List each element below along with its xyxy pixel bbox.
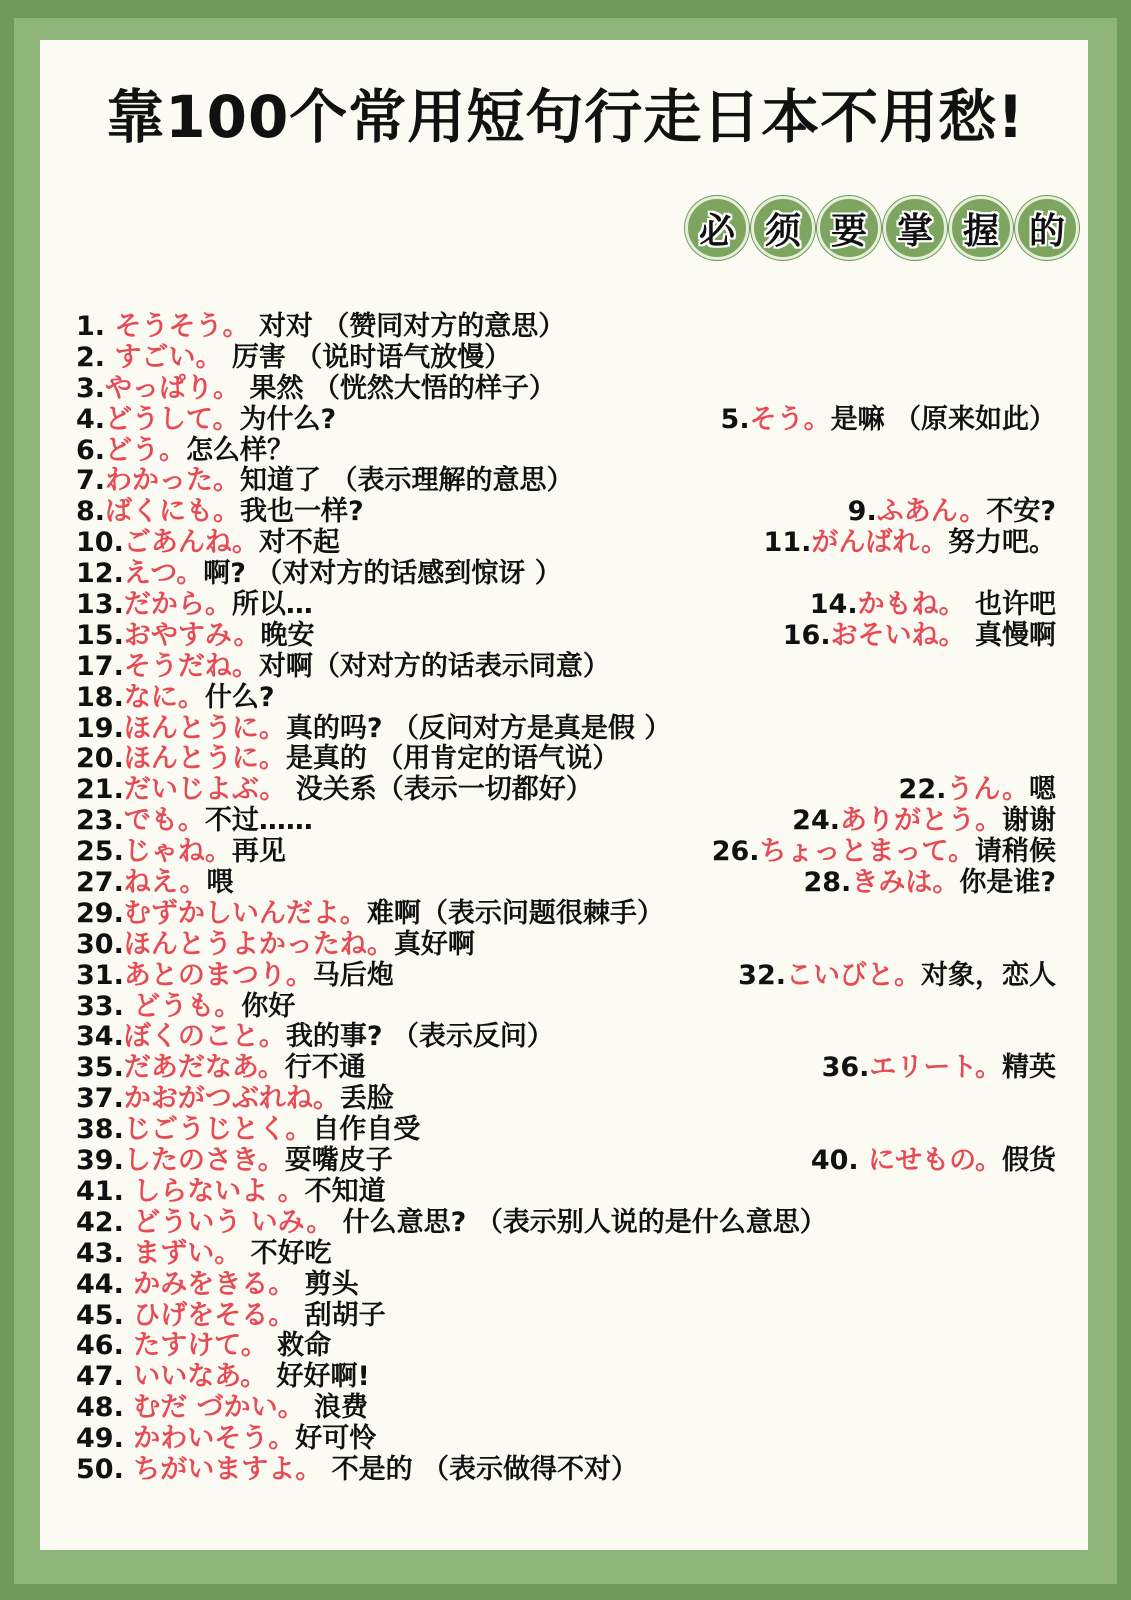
japanese-phrase: じごうじとく。	[123, 1114, 313, 1146]
phrase-number: 45.	[76, 1299, 134, 1331]
phrase-number: 24.	[792, 805, 840, 837]
chinese-meaning: 所以…	[231, 589, 313, 621]
phrase-entry	[76, 992, 295, 1023]
phrase-row	[76, 1301, 1056, 1332]
japanese-phrase: ふあん。	[876, 496, 987, 528]
page-title: 靠100个常用短句行走日本不用愁!	[106, 83, 1025, 151]
phrase-number: 39.	[76, 1145, 124, 1177]
chinese-meaning: 什么意思? （表示别人说的是什么意思）	[333, 1206, 827, 1238]
phrase-number: 12.	[76, 558, 124, 590]
phrase-number: 27.	[76, 867, 124, 899]
phrase-row	[76, 744, 1056, 775]
phrase-row	[76, 930, 1056, 961]
chinese-meaning: 真的吗? （反问对方是真是假 ）	[285, 712, 672, 744]
chinese-meaning: 为什么?	[239, 403, 337, 435]
chinese-meaning: 真好啊	[393, 928, 475, 960]
phrase-row	[76, 497, 1056, 528]
phrase-entry	[76, 899, 664, 930]
phrase-row	[76, 775, 1056, 806]
phrase-number: 29.	[76, 897, 124, 929]
phrase-number: 38.	[76, 1114, 124, 1146]
chinese-meaning: 啊? （对对方的话感到惊讶 ）	[203, 558, 562, 590]
phrase-entry	[721, 405, 1056, 436]
phrase-number: 21.	[76, 774, 124, 806]
chinese-meaning: 请稍候	[975, 836, 1056, 868]
phrase-number: 42.	[76, 1206, 134, 1238]
japanese-phrase: わかった。	[105, 465, 241, 497]
phrase-number: 9.	[847, 496, 877, 528]
japanese-phrase: にせもの。	[868, 1145, 1002, 1177]
phrase-entry	[76, 1177, 386, 1208]
phrase-row	[76, 652, 1056, 683]
phrase-entry	[76, 1331, 331, 1362]
chinese-meaning: 再见	[231, 836, 286, 868]
japanese-phrase: どうして。	[105, 403, 240, 435]
badge-char: 握	[949, 196, 1013, 260]
phrase-entry	[76, 436, 294, 467]
phrase-row	[76, 1455, 1056, 1486]
chinese-meaning: 努力吧。	[948, 527, 1056, 559]
phrase-row	[76, 992, 1056, 1023]
phrase-entry	[76, 1362, 370, 1393]
japanese-phrase: そうだね。	[123, 650, 259, 682]
phrase-entry	[76, 1022, 554, 1053]
phrase-number: 49.	[76, 1423, 134, 1455]
chinese-meaning: 你是谁?	[959, 867, 1056, 899]
japanese-phrase: やっぱり。	[105, 372, 241, 404]
japanese-phrase: ぼくのこと。	[123, 1021, 286, 1053]
phrase-row	[76, 899, 1056, 930]
phrase-entry	[76, 343, 511, 374]
chinese-meaning: 是嘛 （原来如此）	[830, 403, 1056, 435]
chinese-meaning: 不知道	[304, 1175, 386, 1207]
chinese-meaning: 果然 （恍然大悟的样子）	[240, 372, 556, 404]
japanese-phrase: きみは。	[851, 867, 960, 899]
japanese-phrase: うん。	[946, 774, 1029, 806]
phrase-row	[76, 1053, 1056, 1084]
chinese-meaning: 对不起	[258, 527, 340, 559]
japanese-phrase: かみをきる。	[133, 1268, 296, 1300]
phrase-number: 41.	[76, 1175, 134, 1207]
phrase-row	[76, 714, 1056, 745]
phrase-row	[76, 528, 1056, 559]
chinese-meaning: 马后炮	[312, 959, 394, 991]
phrase-number: 37.	[76, 1083, 124, 1115]
phrase-number: 36.	[821, 1052, 870, 1084]
chinese-meaning: 对象，恋人	[921, 959, 1056, 991]
chinese-meaning: 刮胡子	[295, 1299, 386, 1331]
phrase-number: 3.	[76, 372, 106, 404]
chinese-meaning: 是真的 （用肯定的语气说）	[285, 743, 620, 775]
phrase-number: 22.	[898, 774, 947, 806]
japanese-phrase: まずい。	[133, 1237, 242, 1269]
phrase-entry	[76, 1115, 420, 1146]
phrase-row	[76, 436, 1056, 467]
badge-group	[685, 196, 1079, 260]
chinese-meaning: 谢谢	[1002, 805, 1056, 837]
japanese-phrase: たすけて。	[133, 1330, 268, 1362]
phrase-number: 28.	[803, 867, 852, 899]
phrase-entry	[76, 1270, 359, 1301]
phrase-entry	[811, 1146, 1056, 1177]
phrase-row	[76, 343, 1056, 374]
phrase-number: 25.	[76, 836, 124, 868]
phrase-row	[76, 961, 1056, 992]
chinese-meaning: 假货	[1002, 1145, 1056, 1177]
badge-char: 必	[685, 196, 749, 260]
phrase-number: 15.	[76, 619, 124, 651]
japanese-phrase: だあだなあ。	[123, 1052, 285, 1084]
phrase-row	[76, 1115, 1056, 1146]
phrase-number: 32.	[738, 959, 786, 991]
badge-char: 掌	[883, 196, 947, 260]
phrase-row	[76, 1239, 1056, 1270]
phrase-entry	[76, 806, 313, 837]
japanese-phrase: むずかしいんだよ。	[123, 897, 367, 929]
phrase-entry	[76, 559, 562, 590]
phrase-entry	[76, 1084, 394, 1115]
phrase-entry	[76, 1301, 386, 1332]
chinese-meaning: 不好吃	[241, 1237, 332, 1269]
phrase-row	[76, 1393, 1056, 1424]
phrase-entry	[764, 528, 1056, 559]
chinese-meaning: 喂	[206, 867, 234, 899]
phrase-entry	[76, 1208, 827, 1239]
phrase-entry	[76, 744, 619, 775]
phrase-number: 31.	[76, 959, 124, 991]
phrase-entry	[76, 837, 286, 868]
japanese-phrase: すごい。	[114, 341, 223, 373]
japanese-phrase: ひげをそる。	[133, 1299, 296, 1331]
phrase-entry	[899, 775, 1056, 806]
phrase-entry	[76, 466, 573, 497]
chinese-meaning: 厉害 （说时语气放慢）	[222, 341, 512, 373]
phrase-number: 1.	[76, 311, 115, 342]
japanese-phrase: ねえ。	[123, 867, 207, 899]
japanese-phrase: どうも。	[133, 990, 242, 1022]
phrase-number: 6.	[76, 434, 106, 466]
phrase-row	[76, 1084, 1056, 1115]
phrase-entry	[803, 868, 1056, 899]
japanese-phrase: じゃね。	[123, 836, 232, 868]
phrase-entry	[712, 837, 1056, 868]
phrase-row	[76, 374, 1056, 405]
phrase-number: 33.	[76, 990, 134, 1022]
phrase-entry	[76, 775, 593, 806]
phrase-entry	[76, 1393, 368, 1424]
phrase-row	[76, 1146, 1056, 1177]
japanese-phrase: ほんとうよかったね。	[123, 928, 394, 960]
chinese-meaning: 我的事? （表示反问）	[285, 1021, 554, 1053]
chinese-meaning: 也许吧	[965, 589, 1056, 621]
japanese-phrase: そう。	[749, 403, 831, 435]
phrase-number: 18.	[76, 681, 124, 713]
japanese-phrase: だから。	[123, 589, 232, 621]
phrase-row	[76, 806, 1056, 837]
japanese-phrase: エリート。	[869, 1052, 1002, 1084]
phrase-number: 20.	[76, 743, 124, 775]
chinese-meaning: 难啊（表示问题很棘手）	[366, 897, 664, 929]
phrase-row	[76, 1177, 1056, 1208]
phrase-entry	[76, 714, 671, 745]
phrase-number: 8.	[76, 496, 106, 528]
japanese-phrase: いいなあ。	[133, 1361, 268, 1393]
phrase-entry	[76, 1455, 638, 1486]
chinese-meaning: 行不通	[284, 1052, 366, 1084]
chinese-meaning: 自作自受	[312, 1114, 421, 1146]
phrase-row	[76, 312, 1056, 343]
phrase-row	[76, 590, 1056, 621]
phrase-number: 46.	[76, 1330, 134, 1362]
phrase-entry	[76, 868, 233, 899]
chinese-meaning: 不过……	[204, 805, 313, 837]
japanese-phrase: こいびと。	[786, 959, 921, 991]
phrase-number: 10.	[76, 527, 124, 559]
badge-char: 的	[1015, 196, 1079, 260]
phrase-row	[76, 1331, 1056, 1362]
phrase-entry	[783, 621, 1056, 652]
japanese-phrase: ほんとうに。	[123, 712, 286, 744]
phrase-row	[76, 466, 1056, 497]
phrase-number: 23.	[76, 805, 124, 837]
phrase-row	[76, 1424, 1056, 1455]
phrase-number: 40.	[810, 1145, 869, 1177]
phrase-entry	[76, 1053, 366, 1084]
japanese-phrase: ばくにも。	[105, 496, 241, 528]
phrase-row	[76, 1270, 1056, 1301]
phrase-entry	[76, 961, 394, 992]
japanese-phrase: なに。	[123, 681, 205, 713]
phrase-entry	[76, 590, 313, 621]
phrase-entry	[848, 497, 1056, 528]
chinese-meaning: 不安?	[986, 496, 1056, 528]
chinese-meaning: 对对 （赞同对方的意思）	[249, 311, 566, 342]
japanese-phrase: どう。	[105, 434, 187, 466]
phrase-entry	[76, 497, 364, 528]
phrase-number: 26.	[711, 836, 760, 868]
phrase-number: 2.	[76, 341, 115, 373]
japanese-phrase: えつ。	[123, 558, 204, 590]
chinese-meaning: 救命	[267, 1330, 332, 1362]
phrase-number: 11.	[763, 527, 812, 559]
phrase-number: 30.	[76, 928, 124, 960]
phrase-row	[76, 837, 1056, 868]
japanese-phrase: そうそう。	[114, 311, 250, 342]
japanese-phrase: ほんとうに。	[123, 743, 286, 775]
chinese-meaning: 嗯	[1029, 774, 1056, 806]
japanese-phrase: おやすみ。	[123, 619, 261, 651]
phrase-row	[76, 621, 1056, 652]
phrase-entry	[792, 806, 1056, 837]
phrase-row	[76, 683, 1056, 714]
chinese-meaning: 真慢啊	[965, 619, 1056, 651]
phrase-entry	[76, 312, 565, 343]
phrase-list	[76, 312, 1056, 1486]
chinese-meaning: 浪费	[304, 1392, 369, 1424]
phrase-entry	[810, 590, 1056, 621]
phrase-number: 48.	[76, 1392, 134, 1424]
phrase-number: 35.	[76, 1052, 124, 1084]
japanese-phrase: むだ づかい。	[133, 1392, 305, 1424]
phrase-entry	[76, 1424, 376, 1455]
badge-char: 要	[817, 196, 881, 260]
japanese-phrase: ちがいますよ。	[133, 1453, 323, 1485]
japanese-phrase: かもね。	[857, 589, 966, 621]
phrase-entry	[738, 961, 1056, 992]
phrase-row	[76, 405, 1056, 436]
badge-char: 须	[751, 196, 815, 260]
japanese-phrase: かわいそう。	[133, 1423, 296, 1455]
phrase-entry	[76, 930, 475, 961]
chinese-meaning: 对啊（对对方的话表示同意）	[258, 650, 610, 682]
chinese-meaning: 怎么样？	[186, 434, 295, 466]
phrase-number: 17.	[76, 650, 124, 682]
phrase-entry	[76, 1239, 332, 1270]
phrase-number: 44.	[76, 1268, 134, 1300]
phrase-entry	[76, 652, 610, 683]
phrase-number: 4.	[76, 403, 106, 435]
chinese-meaning: 丢脸	[339, 1083, 394, 1115]
phrase-number: 47.	[76, 1361, 134, 1393]
japanese-phrase: しらないよ 。	[133, 1175, 305, 1207]
chinese-meaning: 我也一样?	[240, 496, 364, 528]
phrase-number: 5.	[720, 403, 750, 435]
chinese-meaning: 你好	[241, 990, 296, 1022]
phrase-number: 13.	[76, 589, 124, 621]
japanese-phrase: ごあんね。	[123, 527, 259, 559]
phrase-row	[76, 1362, 1056, 1393]
phrase-entry	[76, 621, 314, 652]
phrase-number: 34.	[76, 1021, 124, 1053]
phrase-row	[76, 1022, 1056, 1053]
phrase-entry	[76, 683, 275, 714]
phrase-entry	[822, 1053, 1056, 1084]
japanese-phrase: ちょっとまって。	[759, 836, 975, 868]
chinese-meaning: 耍嘴皮子	[284, 1145, 393, 1177]
phrase-entry	[76, 1146, 393, 1177]
chinese-meaning: 不是的 （表示做得不对）	[322, 1453, 639, 1485]
japanese-phrase: あとのまつり。	[123, 959, 313, 991]
japanese-phrase: がんばれ。	[811, 527, 948, 559]
japanese-phrase: おそいね。	[830, 619, 966, 651]
phrase-entry	[76, 405, 336, 436]
japanese-phrase: ありがとう。	[840, 805, 1002, 837]
phrase-number: 7.	[76, 465, 106, 497]
chinese-meaning: 精英	[1002, 1052, 1056, 1084]
phrase-row	[76, 1208, 1056, 1239]
chinese-meaning: 好可怜	[295, 1423, 377, 1455]
phrase-row	[76, 559, 1056, 590]
chinese-meaning: 什么?	[204, 681, 275, 713]
phrase-entry	[76, 528, 340, 559]
japanese-phrase: したのさき。	[123, 1145, 285, 1177]
phrase-entry	[76, 374, 556, 405]
phrase-number: 16.	[782, 619, 831, 651]
phrase-number: 43.	[76, 1237, 134, 1269]
japanese-phrase: でも。	[123, 805, 205, 837]
chinese-meaning: 知道了 （表示理解的意思）	[240, 465, 574, 497]
chinese-meaning: 没关系（表示一切都好）	[286, 774, 593, 806]
phrase-number: 19.	[76, 712, 124, 744]
japanese-phrase: どういう いみ。	[133, 1206, 334, 1238]
phrase-number: 14.	[809, 589, 858, 621]
japanese-phrase: かおがつぶれね。	[123, 1083, 340, 1115]
chinese-meaning: 晚安	[260, 619, 315, 651]
japanese-phrase: だいじよぶ。	[123, 774, 287, 806]
phrase-row	[76, 868, 1056, 899]
chinese-meaning: 好好啊!	[267, 1361, 370, 1393]
chinese-meaning: 剪头	[295, 1268, 359, 1300]
phrase-number: 50.	[76, 1453, 134, 1485]
